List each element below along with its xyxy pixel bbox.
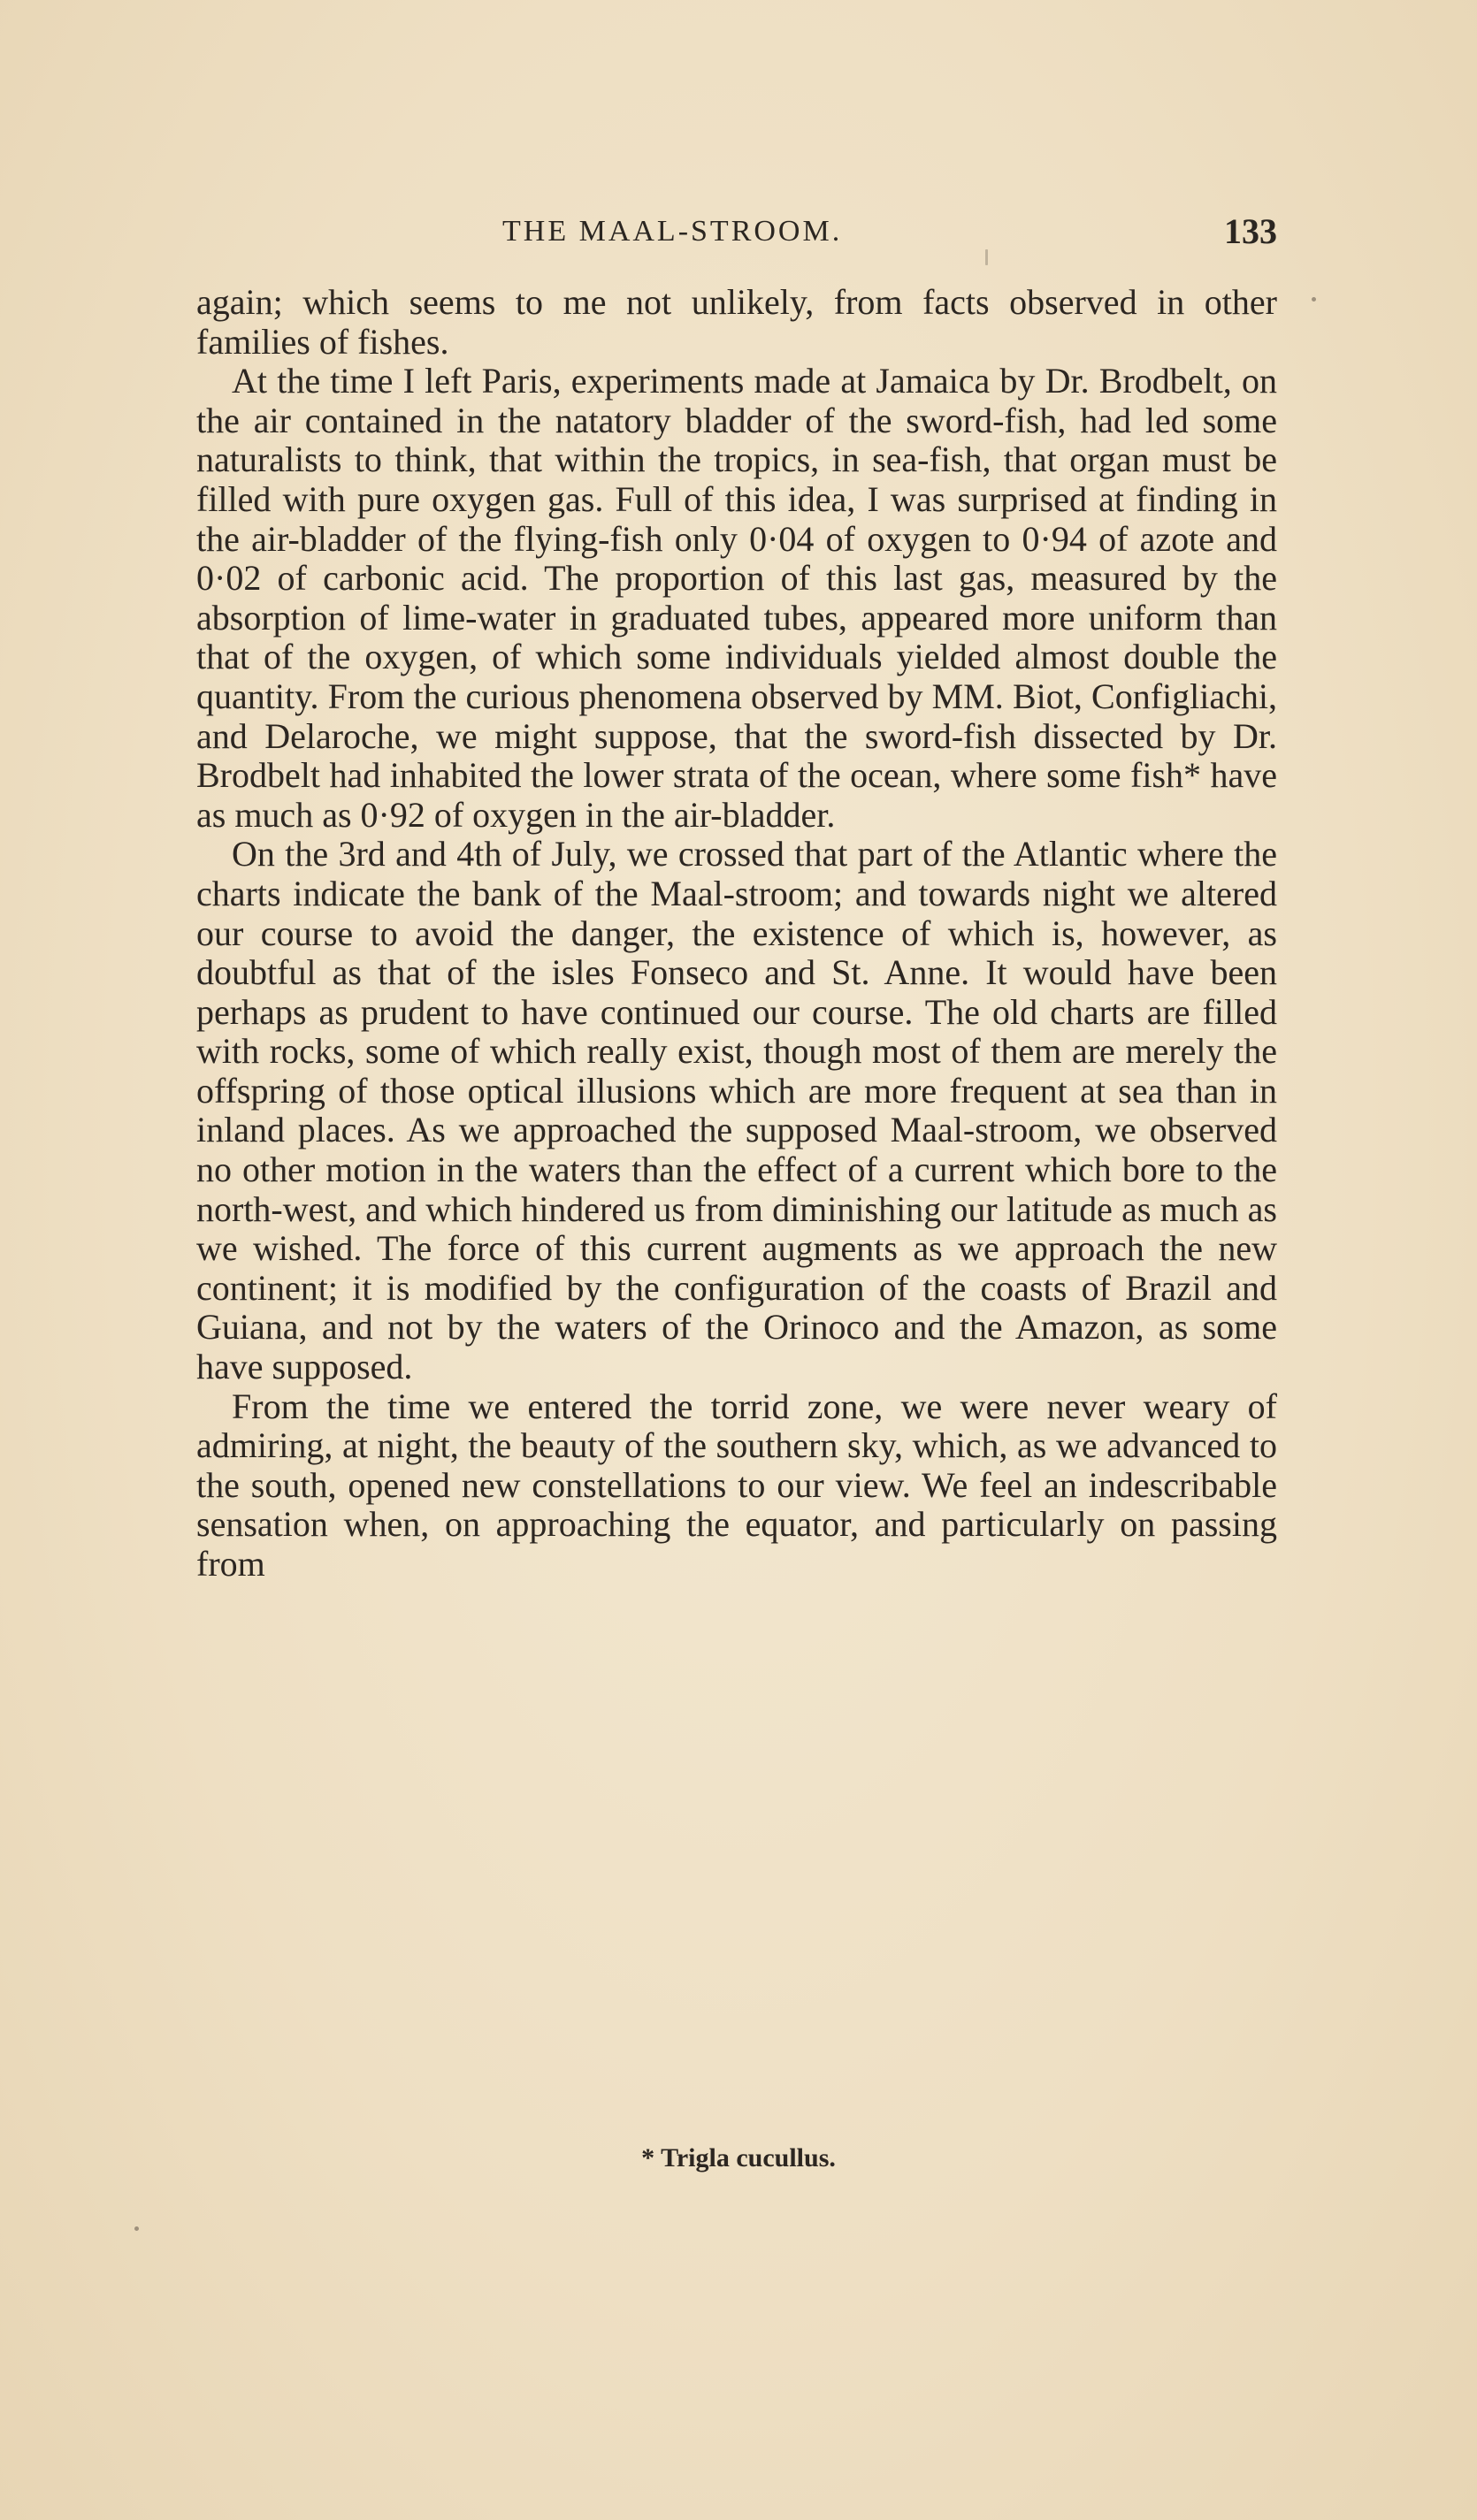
footnote: * Trigla cucullus.	[641, 2143, 836, 2173]
body-text	[196, 283, 1277, 1585]
running-head: THE MAAL-STROOM.	[502, 215, 843, 248]
paper-speck	[1312, 297, 1316, 302]
paragraph-maal-stroom: On the 3rd and 4th of July, we crossed that part of the Atlantic where the charts indicate the bank of the Maal-stroom; and towards night we altered our course to avoid the danger, the existence of which is, however, as doubtful as that of the isles Fonseco and St. Anne. It would have been perhaps as prudent to have continued our course. The old charts are filled with rocks, some of which really exist, though most of them are merely the offspring of those optical illusions which are more frequent at sea than in inland places. As we approached the supposed Maal-stroom, we observed no other motion in the waters than the effect of a current which bore to the north-west, and which hindered us from diminishing our latitude as much as we wished. The force of this current augments as we approach the new continent; it is modified by the configuration of the coasts of Brazil and Guiana, and not by the waters of the Orinoco and the Amazon, as some have supposed.	[196, 834, 1277, 1387]
page-header	[0, 205, 1477, 258]
paper-speck	[985, 249, 988, 265]
page-number: 133	[1224, 211, 1277, 251]
paper-speck	[134, 2226, 139, 2231]
paragraph-air-bladder: At the time I left Paris, experiments made at Jamaica by Dr. Brodbelt, on the air contained in the natatory bladder of the sword-fish, had led some naturalists to think, that within the tropics, in sea-fish, that organ must be filled with pure oxygen gas. Full of this idea, I was surprised at finding in the air-bladder of the flying-fish only 0·04 of oxygen to 0·94 of azote and 0·02 of carbonic acid. The proportion of this last gas, measured by the absorption of lime-water in graduated tubes, appeared more uniform than that of the oxygen, of which some individuals yielded almost double the quantity. From the curious phenomena observed by MM. Biot, Configliachi, and Delaroche, we might suppose, that the sword-fish dissected by Dr. Brodbelt had inhabited the lower strata of the ocean, where some fish* have as much as 0·92 of oxygen in the air-bladder.	[196, 361, 1277, 835]
paragraph-southern-sky: From the time we entered the torrid zone, we were never weary of admiring, at night, the beauty of the southern sky, which, as we advanced to the south, opened new constellations to our view. We feel an indescribable sensation when, on approaching the equator, and particularly on passing from	[196, 1386, 1277, 1584]
paragraph-continuation: again; which seems to me not unlikely, from facts observed in other families of fishes.	[196, 282, 1277, 362]
